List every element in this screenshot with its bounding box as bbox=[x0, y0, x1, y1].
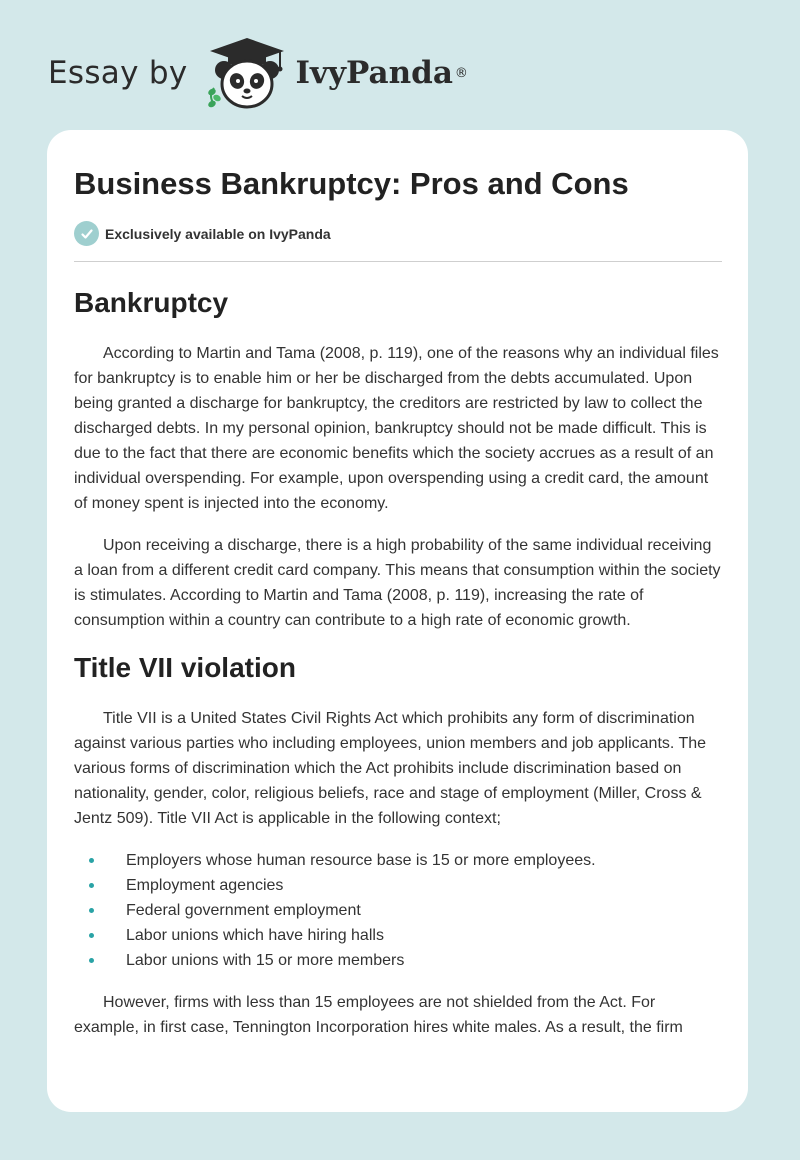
article-title: Business Bankruptcy: Pros and Cons bbox=[74, 166, 629, 201]
bullet-list bbox=[74, 848, 722, 973]
section-title-vii bbox=[74, 651, 722, 1040]
list-item: Employment agencies bbox=[74, 873, 722, 898]
exclusive-badge bbox=[74, 221, 722, 246]
paragraph: Upon receiving a discharge, there is a high probability of the same individual receiving a loan from a different credit card company. This means that consumption within the society is stimulates. According to Martin and Tama (2008, p. 119), increasing the rate of consumption within a country can contribute to a high rate of economic growth. bbox=[74, 537, 721, 629]
list-item: Federal government employment bbox=[74, 898, 722, 923]
site-logo[interactable] bbox=[48, 36, 468, 110]
panda-graduate-icon bbox=[204, 36, 290, 110]
section-bankruptcy bbox=[74, 286, 722, 633]
paragraph: Title VII is a United States Civil Rights Act which prohibits any form of discrimination against various parties who including employees, union members and job applicants. The various forms of discrimination which the Act prohibits include discrimination based on nationality, gender, color, religious beliefs, race and stage of employment (Miller, Cross & Jentz 509). Title VII Act is applicable in the following context; bbox=[74, 710, 707, 827]
paragraph: However, firms with less than 15 employees are not shielded from the Act. For example, in first case, Tennington Incorporation hires white males. As a result, the firm bbox=[74, 994, 683, 1036]
section-heading: Title VII violation bbox=[74, 652, 296, 683]
list-item: Labor unions with 15 or more members bbox=[74, 948, 722, 973]
logo-prefix: Essay by bbox=[48, 55, 188, 91]
article-card bbox=[47, 130, 748, 1112]
badge-label: Exclusively available on IvyPanda bbox=[105, 225, 331, 242]
paragraph: According to Martin and Tama (2008, p. 119), one of the reasons why an individual files for bankruptcy is to enable him or her be discharged from the debts accumulated. Upon being granted a discharge for bankruptcy, the creditors are restricted by law to collect the discharged debts. In my personal opinion, bankruptcy should not be made difficult. This is due to the fact that there are economic benefits which the society accrues as a result of an individual overspending. For example, upon overspending using a credit card, the amount of money spent is injected into the economy. bbox=[74, 345, 719, 512]
logo-wordmark: IvyPanda bbox=[295, 55, 453, 91]
title-divider bbox=[74, 261, 722, 262]
list-item: Employers whose human resource base is 15 or more employees. bbox=[74, 848, 722, 873]
check-circle-icon bbox=[74, 221, 99, 246]
registered-mark: ® bbox=[454, 65, 468, 81]
section-heading: Bankruptcy bbox=[74, 287, 229, 318]
list-item: Labor unions which have hiring halls bbox=[74, 923, 722, 948]
